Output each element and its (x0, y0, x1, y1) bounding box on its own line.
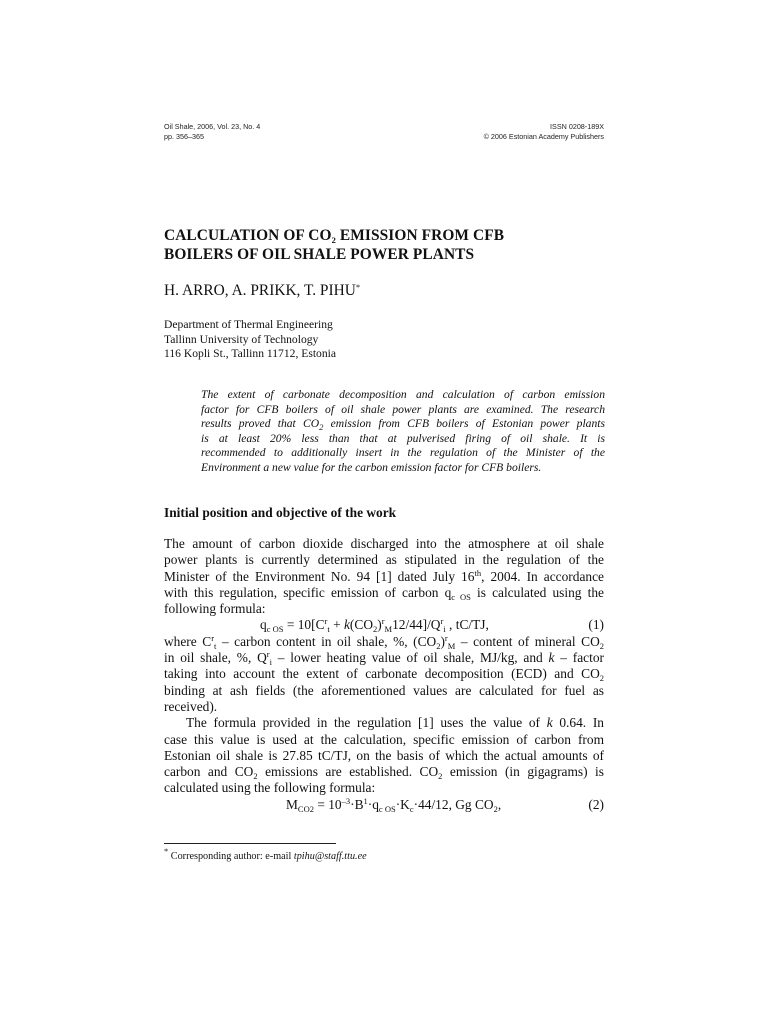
section-heading: Initial position and objective of the work (164, 505, 397, 520)
affiliation-line: Tallinn University of Technology (164, 332, 319, 346)
author-email: tpihu@staff.ttu.ee (293, 851, 367, 862)
equation-2 (164, 797, 604, 813)
footnote: * Corresponding author: e-mail tpihu@staff.ttu.ee (164, 846, 367, 862)
footnote-divider (164, 843, 336, 844)
issn: ISSN 0208-189X (550, 122, 604, 131)
body-text: The amount of carbon dioxide discharged into the atmosphere at oil shale power plants is currently determined as stipulated in the regulation of the Minister of the Environment No. 94 [1] dated July 16th, 2004. In accordance with this regulation, specific emission of carbon $q_{c OS}$ is calculated using the following formula: $q_{c OS} = 10[C^r_t + k(CO_2)^r_M12/44]/Q^r_i$ , tC/TJ, (1) where $C^r_t$ – carbon content in oil shale, %, $(CO_2)^r_M$ – content of mineral $CO_2$ in oil shale, %, $Q^r_i$ – lower heating value of oil shale, MJ/kg, and k – factor taking into account the extent of carbonate decomposition (ECD) and $CO_2$ binding at ash fields (the aforementioned values are calculated for fuel as received). The formula provided in the regulation [1] uses the value of k 0.64. In case this value is used at the calculation, specific emission of carbon from Estonian oil shale is 27.85 tC/TJ, on the basis of which the actual amounts of carbon and $CO_2$ emissions are established. $CO_2$ emission (in gigagrams) is calculated using the following formula: $M_{CO2} = 10^{-3}\cdot B^1\cdot q_{c OS}\cdot K_c\cdot 44/12$, Gg $CO_2$, (2) (164, 536, 604, 814)
equation-2-number: (2) (588, 796, 604, 812)
affiliation (164, 318, 336, 362)
running-header (164, 122, 604, 141)
affiliation-line: Department of Thermal Engineering (164, 318, 333, 331)
equation-1 (164, 617, 604, 633)
journal-citation: Oil Shale, 2006, Vol. 23, No. 4 (164, 122, 261, 131)
author-footnote-mark: * (355, 282, 361, 292)
equation-2-formula: $M_{CO2} = 10^{-3}\cdot B^1\cdot q_{c OS}\cdot K_c\cdot 44/12$, Gg $CO_2$, (286, 795, 502, 814)
affiliation-line: 116 Kopli St., Tallinn 11712, Estonia (164, 347, 337, 361)
equation-1-formula: $q_{c OS} = 10[C^r_t + k(CO_2)^r_M12/44]/Q^r_i$ , tC/TJ, (260, 616, 489, 635)
abstract: The extent of carbonate decomposition and calculation of carbon emission factor for CFB boilers of oil shale power plants are examined. The research results proved that $CO_2$ emission from CFB boilers of Estonian power plants is at least 20% less than that at pulverised firing of oil shale. It is recommended to additionally insert in the regulation of the Minister of the Environment a new value for the carbon emission factor for CFB boilers. (201, 388, 605, 474)
page-range: pp. 356–365 (164, 131, 204, 141)
copyright: © 2006 Estonian Academy Publishers (483, 131, 604, 141)
paper-page (164, 0, 604, 1024)
paper-title: CALCULATION OF $CO_2$ EMISSION FROM CFB BOILERS OF OIL SHALE POWER PLANTS (164, 227, 505, 263)
author-list: H. ARRO, A. PRIKK, T. PIHU* (164, 282, 361, 299)
equation-1-number: (1) (588, 617, 604, 633)
